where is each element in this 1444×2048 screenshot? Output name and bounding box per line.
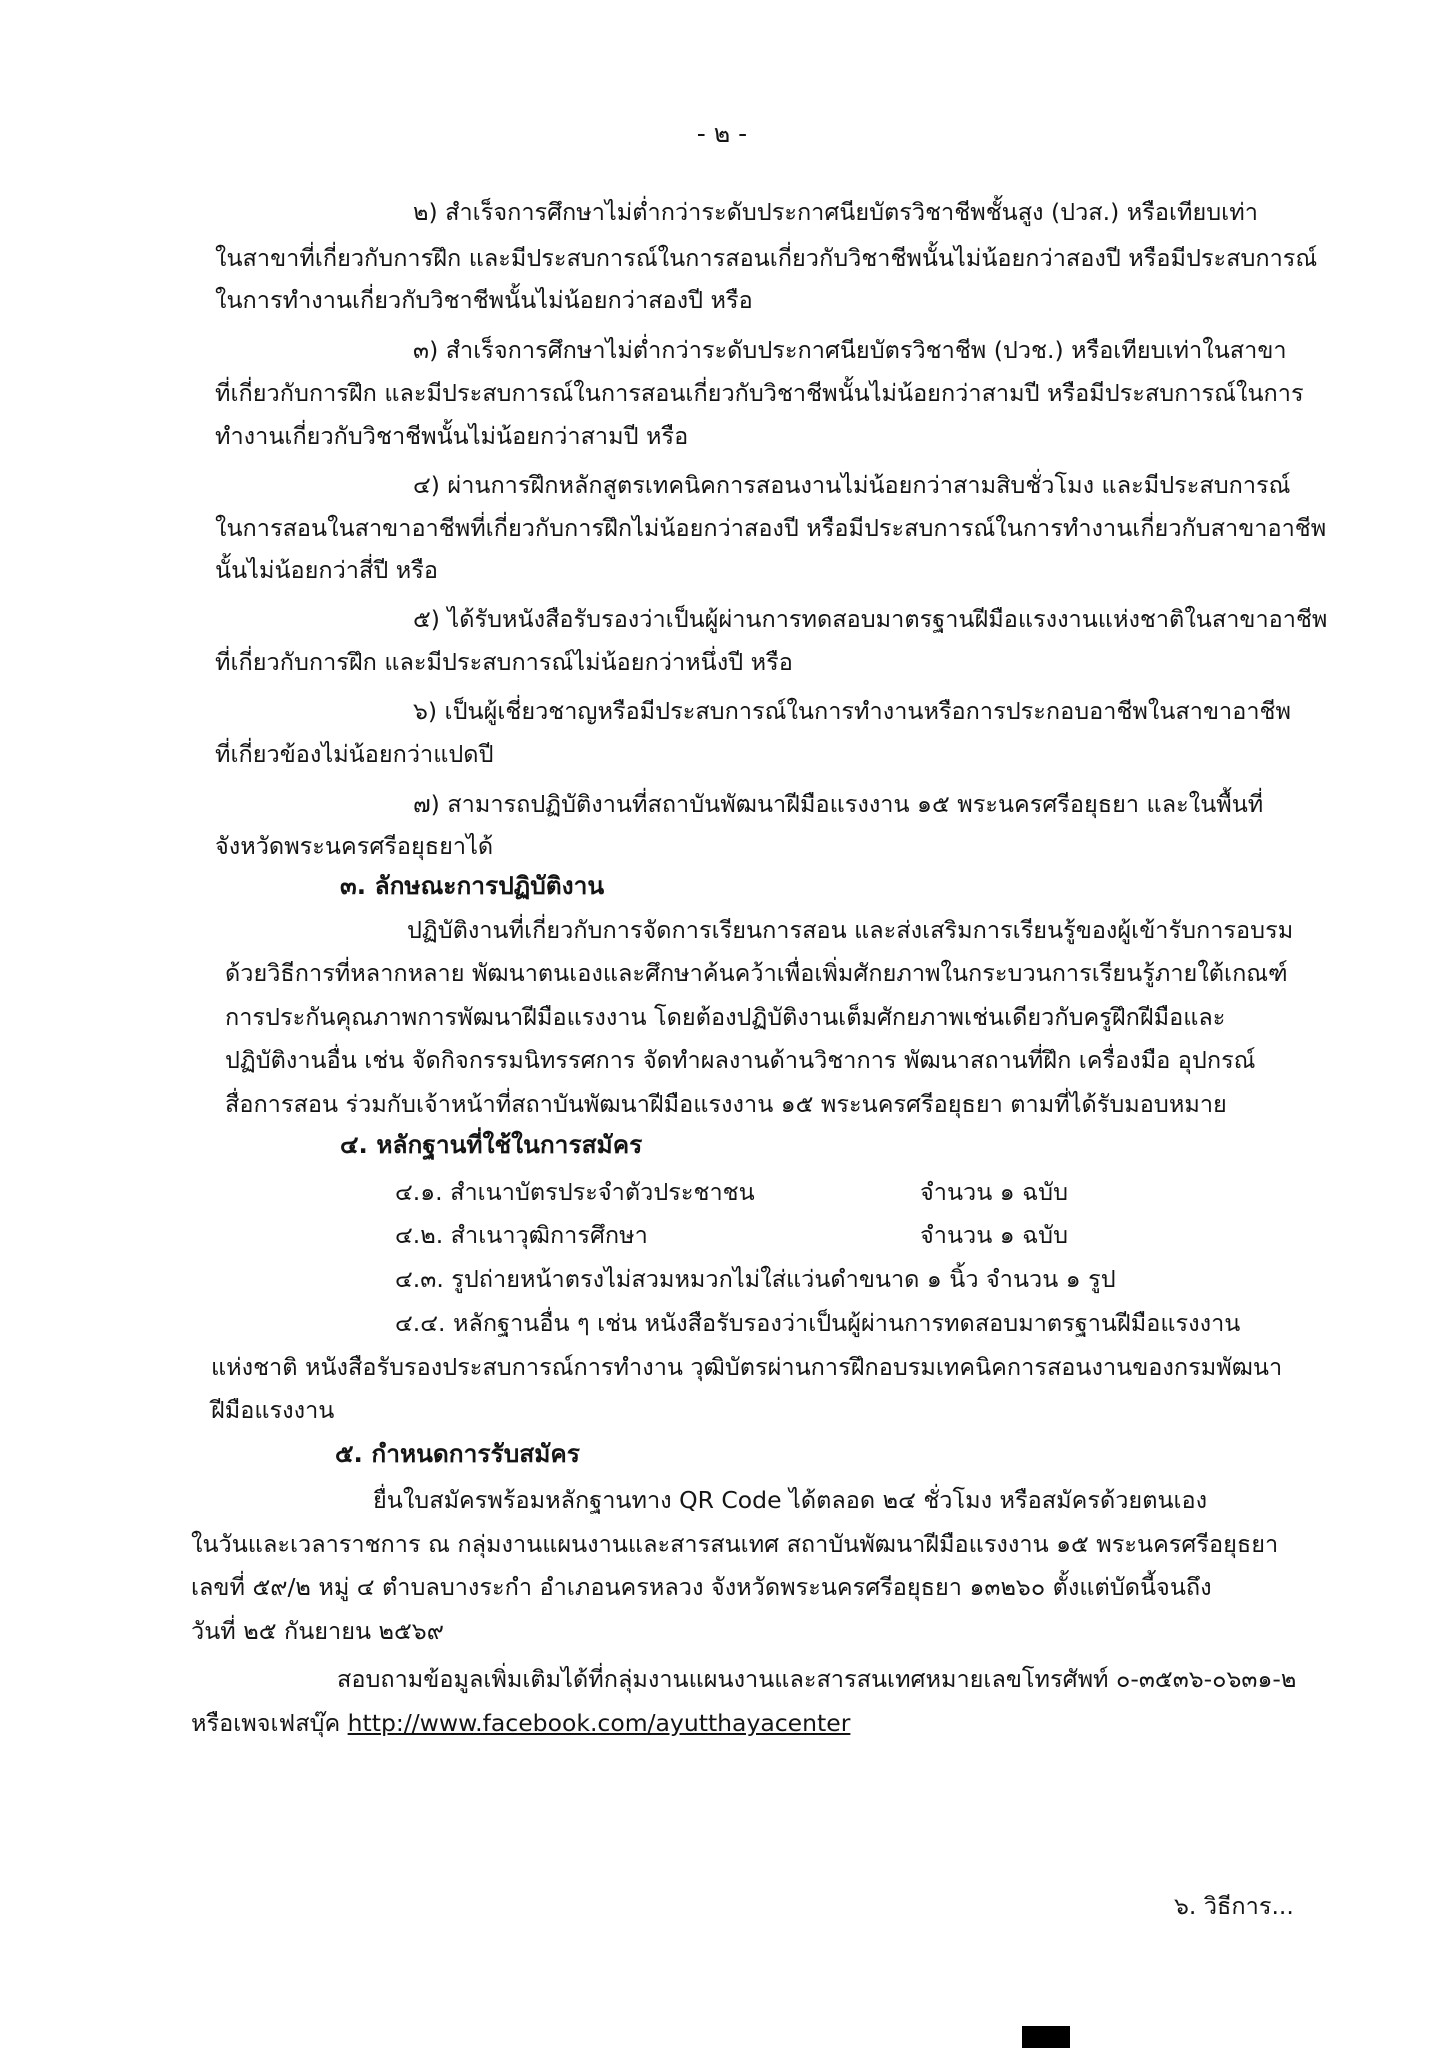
document-4-3: ๔.๓. รูปถ่ายหน้าตรงไม่สวมหมวกไม่ใส่แว่นดำขนาด ๑ นิ้ว จำนวน ๑ รูป (395, 1265, 1116, 1293)
qualification-2-line-1: ๒) สำเร็จการศึกษาไม่ต่ำกว่าระดับประกาศนียบัตรวิชาชีพชั้นสูง (ปวส.) หรือเทียบเท่า (413, 198, 1258, 226)
section-5-line-1: ยื่นใบสมัครพร้อมหลักฐานทาง QR Code ได้ตลอด ๒๔ ชั่วโมง หรือสมัครด้วยตนเอง (373, 1486, 1208, 1514)
section-5-line-3: เลขที่ ๕๙/๒ หมู่ ๔ ตำบลบางระกำ อำเภอนครหลวง จังหวัดพระนครศรีอยุธยา ๑๓๒๖๐ ตั้งแต่บัดนี้จนถึง (191, 1573, 1212, 1601)
qualification-3-line-2: ที่เกี่ยวกับการฝึก และมีประสบการณ์ในการสอนเกี่ยวกับวิชาชีพนั้นไม่น้อยกว่าสามปี หรือมีประสบการณ์ในการ (215, 379, 1304, 407)
qualification-5-line-1: ๕) ได้รับหนังสือรับรองว่าเป็นผู้ผ่านการทดสอบมาตรฐานฝีมือแรงงานแห่งชาติในสาขาอาชีพ (413, 605, 1328, 633)
section-3-heading: ๓. ลักษณะการปฏิบัติงาน (340, 871, 605, 900)
document-4-4-line-1: ๔.๔. หลักฐานอื่น ๆ เช่น หนังสือรับรองว่าเป็นผู้ผ่านการทดสอบมาตรฐานฝีมือแรงงาน (395, 1309, 1241, 1337)
document-4-4-line-2: แห่งชาติ หนังสือรับรองประสบการณ์การทำงาน วุฒิบัตรผ่านการฝึกอบรมเทคนิคการสอนงานของกรมพัฒนา (211, 1353, 1283, 1381)
section-5-line-5: สอบถามข้อมูลเพิ่มเติมได้ที่กลุ่มงานแผนงานและสารสนเทศหมายเลขโทรศัพท์ ๐-๓๕๓๖-๐๖๓๑-๒ (337, 1665, 1297, 1693)
qualification-2-line-3: ในการทำงานเกี่ยวกับวิชาชีพนั้นไม่น้อยกว่าสองปี หรือ (215, 286, 753, 314)
qualification-4-line-2: ในการสอนในสาขาอาชีพที่เกี่ยวกับการฝึกไม่น้อยกว่าสองปี หรือมีประสบการณ์ในการทำงานเกี่ยวกับสาขาอาชีพ (215, 514, 1327, 542)
section-3-line-1: ปฏิบัติงานที่เกี่ยวกับการจัดการเรียนการสอน และส่งเสริมการเรียนรู้ของผู้เข้ารับการอบรม (407, 916, 1294, 944)
qualification-7-line-2: จังหวัดพระนครศรีอยุธยาได้ (215, 832, 494, 860)
facebook-link[interactable]: http://www.facebook.com/ayutthayacenter (347, 1709, 851, 1737)
continued-footer: ๖. วิธีการ... (1174, 1892, 1294, 1920)
qualification-6-line-1: ๖) เป็นผู้เชี่ยวชาญหรือมีประสบการณ์ในการทำงานหรือการประกอบอาชีพในสาขาอาชีพ (413, 697, 1291, 725)
section-3-line-2: ด้วยวิธีการที่หลากหลาย พัฒนาตนเองและศึกษาค้นคว้าเพื่อเพิ่มศักยภาพในกระบวนการเรียนรู้ภายใต้เกณฑ์ (225, 959, 1288, 987)
qualification-7-line-1: ๗) สามารถปฏิบัติงานที่สถาบันพัฒนาฝีมือแรงงาน ๑๕ พระนครศรีอยุธยา และในพื้นที่ (413, 790, 1264, 818)
qualification-3-line-3: ทำงานเกี่ยวกับวิชาชีพนั้นไม่น้อยกว่าสามปี หรือ (215, 422, 689, 450)
qualification-4-line-3: นั้นไม่น้อยกว่าสี่ปี หรือ (215, 556, 438, 584)
section-3-line-4: ปฏิบัติงานอื่น เช่น จัดกิจกรรมนิทรรศการ จัดทำผลงานด้านวิชาการ พัฒนาสถานที่ฝึก เครื่องมือ อุปกรณ์ (225, 1046, 1256, 1074)
scan-mark (1022, 2026, 1070, 2048)
qualification-5-line-2: ที่เกี่ยวกับการฝึก และมีประสบการณ์ไม่น้อยกว่าหนึ่งปี หรือ (215, 648, 793, 676)
section-5-line-2: ในวันและเวลาราชการ ณ กลุ่มงานแผนงานและสารสนเทศ สถาบันพัฒนาฝีมือแรงงาน ๑๕ พระนครศรีอยุธยา (191, 1530, 1279, 1558)
document-4-1-quantity: จำนวน ๑ ฉบับ (920, 1178, 1068, 1206)
section-4-heading: ๔. หลักฐานที่ใช้ในการสมัคร (340, 1130, 643, 1159)
section-5-line-4: วันที่ ๒๕ กันยายน ๒๕๖๙ (191, 1617, 444, 1645)
document-4-1: ๔.๑. สำเนาบัตรประจำตัวประชาชน (395, 1178, 755, 1206)
document-4-2-quantity: จำนวน ๑ ฉบับ (920, 1221, 1068, 1249)
section-5-line-6 (191, 1706, 850, 1740)
document-4-4-line-3: ฝีมือแรงงาน (211, 1396, 335, 1424)
page-number: - ๒ - (696, 119, 748, 148)
section-3-line-3: การประกันคุณภาพการพัฒนาฝีมือแรงงาน โดยต้องปฏิบัติงานเต็มศักยภาพเช่นเดียวกับครูฝึกฝีมือและ (225, 1003, 1226, 1031)
section-5-heading: ๕. กำหนดการรับสมัคร (335, 1439, 580, 1468)
facebook-page-label: หรือเพจเฟสบุ๊ค (191, 1709, 341, 1737)
qualification-3-line-1: ๓) สำเร็จการศึกษาไม่ต่ำกว่าระดับประกาศนียบัตรวิชาชีพ (ปวช.) หรือเทียบเท่าในสาขา (413, 336, 1287, 364)
document-4-2: ๔.๒. สำเนาวุฒิการศึกษา (395, 1221, 648, 1249)
section-3-line-5: สื่อการสอน ร่วมกับเจ้าหน้าที่สถาบันพัฒนาฝีมือแรงงาน ๑๕ พระนครศรีอยุธยา ตามที่ได้รับมอบหมาย (225, 1090, 1227, 1118)
qualification-6-line-2: ที่เกี่ยวข้องไม่น้อยกว่าแปดปี (215, 740, 494, 768)
qualification-4-line-1: ๔) ผ่านการฝึกหลักสูตรเทคนิคการสอนงานไม่น้อยกว่าสามสิบชั่วโมง และมีประสบการณ์ (413, 471, 1291, 499)
qualification-2-line-2: ในสาขาที่เกี่ยวกับการฝึก และมีประสบการณ์ในการสอนเกี่ยวกับวิชาชีพนั้นไม่น้อยกว่าสองปี หรือมีประสบการณ์ (215, 244, 1318, 272)
